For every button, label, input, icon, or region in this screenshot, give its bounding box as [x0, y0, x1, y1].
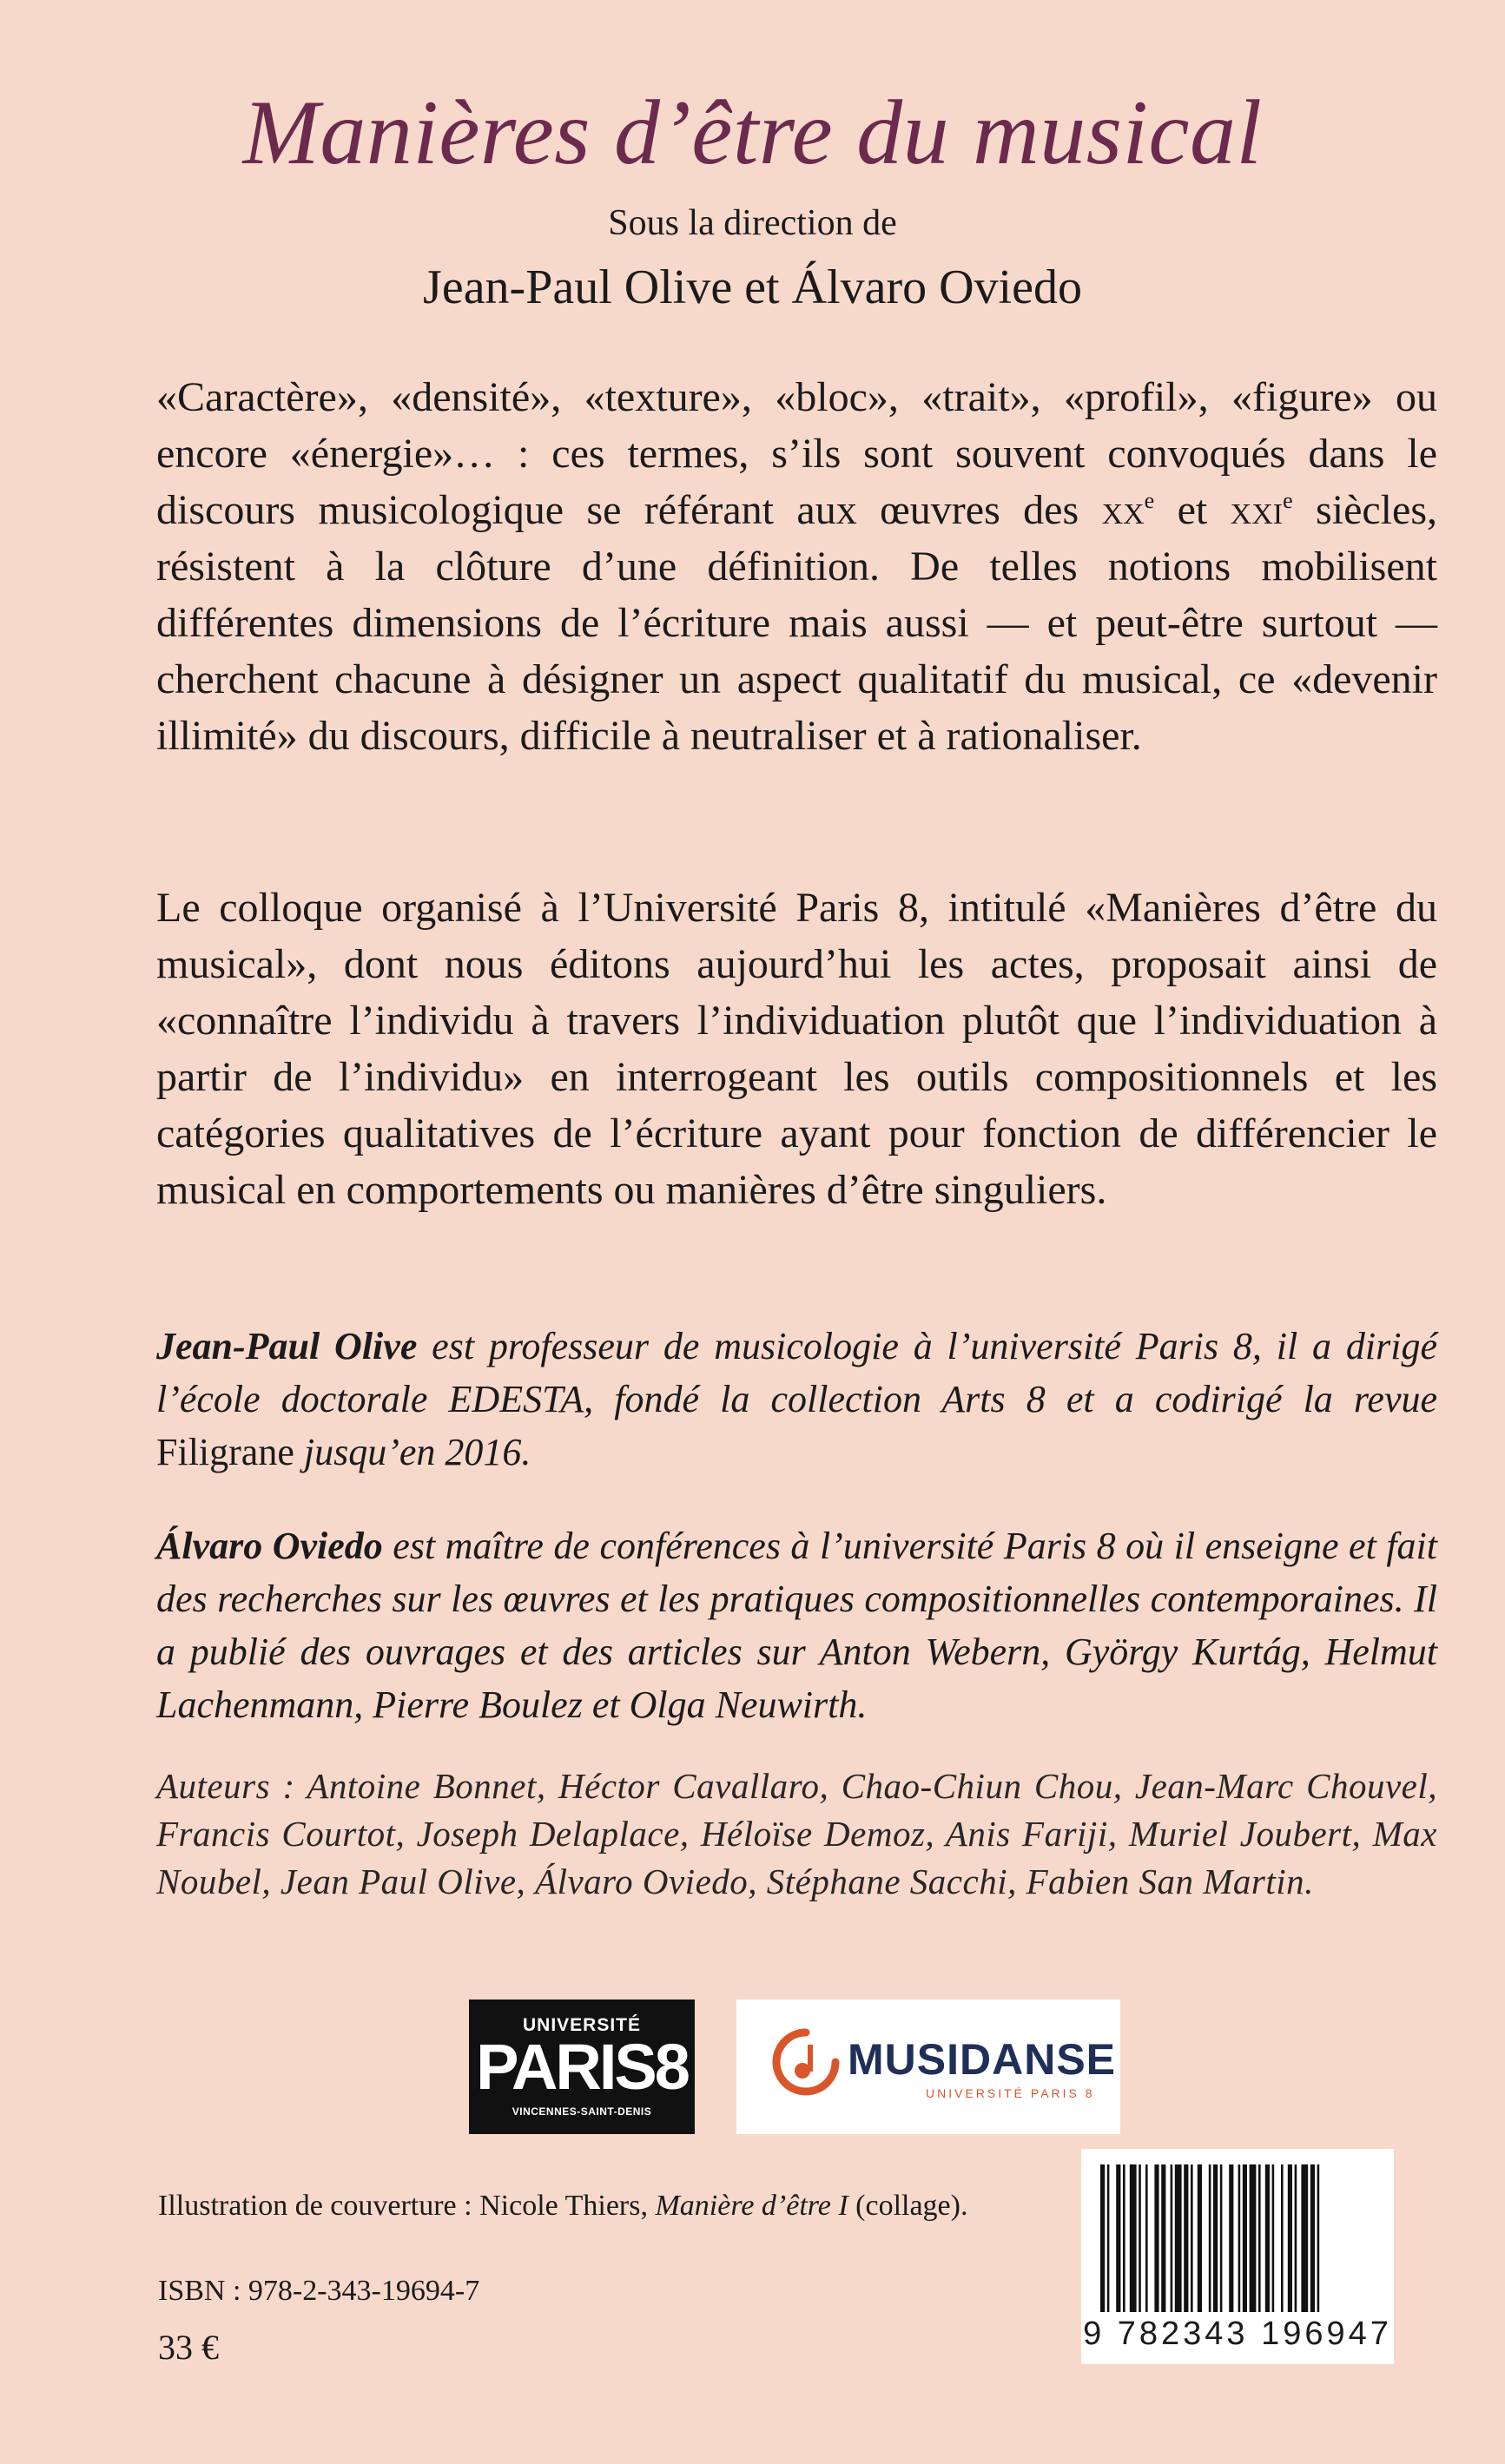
paris8-logo-top: UNIVERSITÉ: [522, 2015, 642, 2035]
editors: Jean-Paul Olive et Álvaro Oviedo: [423, 260, 1082, 314]
authors-list: Auteurs : Antoine Bonnet, Héctor Cavallaro, Chao-Chiun Chou, Jean-Marc Chouvel, Francis Courtot, Joseph Delaplace, Héloïse Demoz, Anis Fariji, Muriel Joubert, Max Noubel, Jean Paul Olive, Álvaro Oviedo, Stéphane Sacchi, Fabien San Martin.: [156, 1766, 1437, 1901]
illustration-prefix: Illustration de couverture : Nicole Thiers,: [158, 2190, 656, 2222]
paris8-logo-bottom: VINCENNES-SAINT-DENIS: [512, 2105, 652, 2118]
century-sup-2: e: [1283, 488, 1293, 513]
barcode: [1081, 2149, 1394, 2364]
bio-oviedo-name: Álvaro Oviedo: [156, 1525, 383, 1567]
century-xxi: xxi: [1230, 487, 1284, 533]
barcode-digits: 9 782343 196947: [1083, 2316, 1392, 2352]
musidanse-name: MUSIDANSE: [848, 2035, 1117, 2084]
illustration-credit: [158, 2190, 967, 2223]
barcode-bars: [1100, 2164, 1375, 2312]
summary-paragraph-2: Le colloque organisé à l’Université Paris 8, intitulé «Manières d’être du musical», dont nous éditons aujourd’hui les actes, proposait ainsi de «connaître l’individu à travers l’individuation plutôt que l’individuation à partir de l’individu» en interrogeant les outils compositionnels et les catégories qualitatives de l’écriture ayant pour fonction de différencier le musical en comportements ou manières d’être singuliers.: [156, 885, 1437, 1213]
paris8-logo: [469, 2000, 695, 2134]
bio-olive: [156, 1320, 1437, 1479]
summary-paragraph-1: [156, 369, 1437, 764]
book-title: Manières d’être du musical: [242, 82, 1263, 183]
paris8-logo-main: PARIS8: [476, 2031, 688, 2103]
para1-text-b: siècles, résistent à la clôture d’une définition. De telles notions mobilisent différentes dimensions de l’écriture mais aussi — et peut-être surtout — cherchent chacune à désigner un aspect qualitatif du musical, ce «devenir illimité» du discours, difficile à neutraliser et à rationaliser.: [156, 487, 1438, 759]
journal-name: Filigrane: [156, 1431, 294, 1473]
illustration-work: Manière d’être I: [655, 2190, 848, 2222]
para1-text-a: «Caractère», «densité», «texture», «bloc», «trait», «profil», «figure» ou encore «énergie»… : ces termes, s’ils sont souvent convoqués dans le discours musicologique se référant aux œuvres des: [156, 374, 1437, 533]
para1-and: et: [1154, 487, 1231, 533]
bio-olive-name: Jean-Paul Olive: [156, 1325, 418, 1367]
bio-oviedo-text: est maître de conférences à l’université Paris 8 où il enseigne et fait des recherches sur les œuvres et les pratiques compositionnelles contemporaines. Il a publié des ouvrages et des articles sur Anton Webern, György Kurtág, Helmut Lachenmann, Pierre Boulez et Olga Neuwirth.: [156, 1525, 1437, 1726]
century-sup-1: e: [1144, 488, 1155, 513]
illustration-suffix: (collage).: [848, 2190, 968, 2222]
bio-olive-text: est professeur de musicologie à l’université Paris 8, il a dirigé l’école doctorale EDESTA, fondé la collection Arts 8 et a codirigé la revue: [156, 1325, 1437, 1420]
musidanse-logo: [736, 2000, 1120, 2134]
century-xx: xx: [1101, 487, 1145, 533]
price: 33 €: [158, 2328, 219, 2367]
bio-oviedo: [156, 1519, 1437, 1731]
isbn: ISBN : 978-2-343-19694-7: [158, 2275, 480, 2307]
bio-olive-text-end: jusqu’en 2016.: [294, 1431, 531, 1473]
direction-label: Sous la direction de: [608, 203, 897, 243]
musidanse-subtitle: UNIVERSITÉ PARIS 8: [926, 2086, 1095, 2100]
musidanse-note-icon: [771, 2027, 841, 2097]
